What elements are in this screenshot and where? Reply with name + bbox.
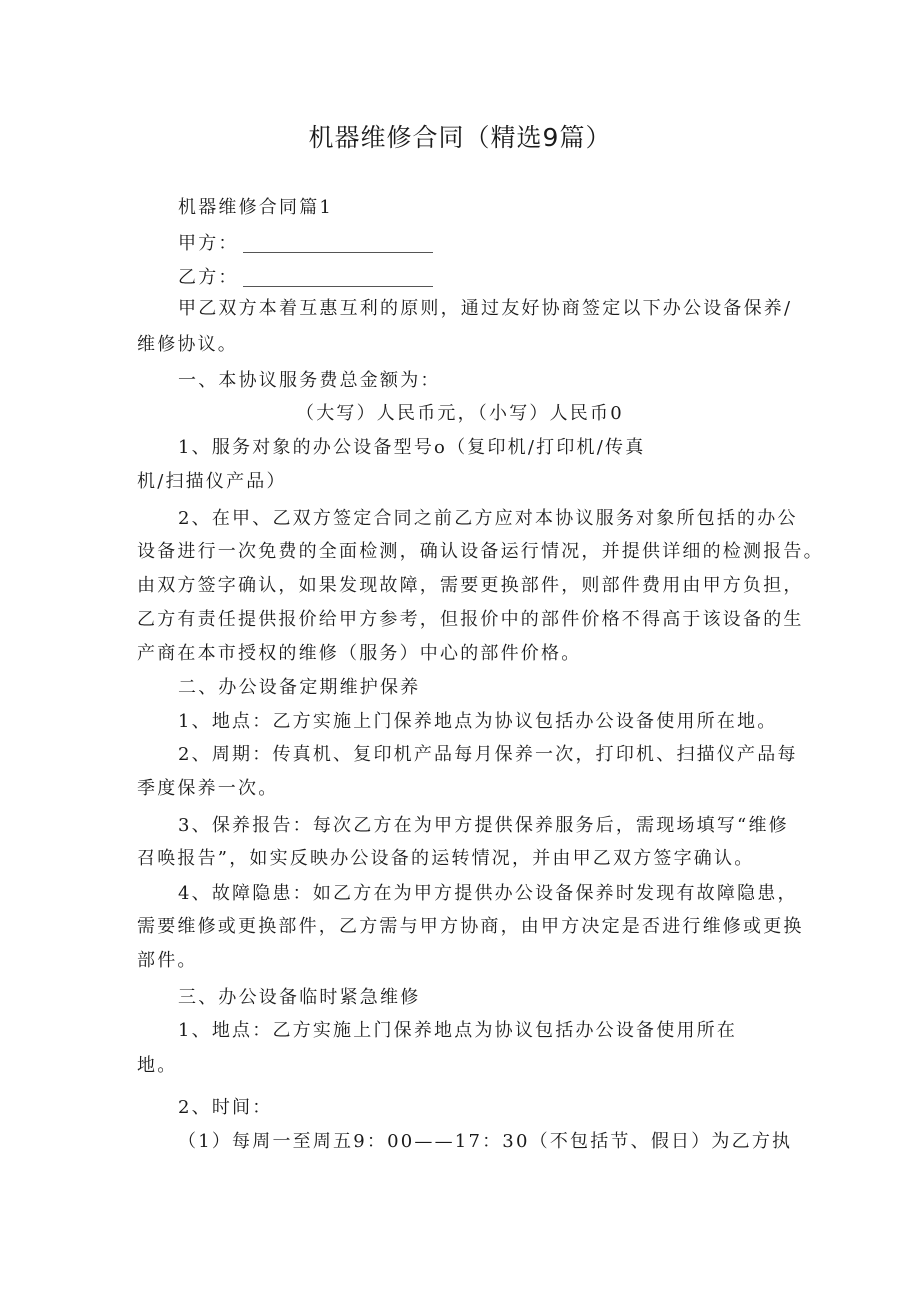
- paragraph-line: 召唤报告”，如实反映办公设备的运转情况，并由甲乙双方签字确认。: [137, 848, 755, 869]
- paragraph-line: 乙方有责任提供报价给甲方参考，但报价中的部件价格不得高于该设备的生: [137, 609, 804, 630]
- paragraph-line: 甲乙双方本着互惠互利的原则，通过友好协商签定以下办公设备保养/: [178, 298, 793, 319]
- party-a-label: 甲方：: [178, 233, 239, 254]
- paragraph-line: 由双方签字确认，如果发现故障，需要更换部件，则部件费用由甲方负担，: [137, 575, 804, 596]
- party-a-row: [178, 232, 433, 256]
- paragraph-line: 维修协议。: [137, 334, 238, 355]
- party-b-row: [178, 266, 433, 290]
- paragraph-line: 产商在本市授权的维修（服务）中心的部件价格。: [137, 643, 582, 664]
- paragraph-line: 机/扫描仪产品）: [137, 471, 287, 492]
- party-a-blank-line: [243, 236, 433, 253]
- paragraph-line: 地。: [137, 1055, 178, 1076]
- section-title: 一、本协议服务费总金额为：: [178, 370, 441, 391]
- party-b-label: 乙方：: [178, 267, 239, 288]
- party-b-blank-line: [243, 270, 433, 287]
- paragraph-line: 2、在甲、乙双方签定合同之前乙方应对本协议服务对象所包括的办公: [178, 508, 798, 529]
- paragraph-line: 设备进行一次免费的全面检测，确认设备运行情况，并提供详细的检测报告。: [137, 541, 824, 562]
- paragraph-line: 季度保养一次。: [137, 778, 279, 799]
- paragraph-line: 4、故障隐患：如乙方在为甲方提供办公设备保养时发现有故障隐患，: [178, 883, 798, 904]
- section-title: 二、办公设备定期维护保养: [178, 677, 421, 698]
- paragraph-line: 1、服务对象的办公设备型号o（复印机/打印机/传真: [178, 437, 646, 458]
- document-title: 机器维修合同（精选9篇）: [308, 123, 612, 152]
- paragraph-line: 1、地点：乙方实施上门保养地点为协议包括办公设备使用所在: [178, 1020, 738, 1041]
- paragraph-line: 1、地点：乙方实施上门保养地点为协议包括办公设备使用所在地。: [178, 711, 778, 732]
- paragraph-line: 2、周期：传真机、复印机产品每月保养一次，打印机、扫描仪产品每: [178, 744, 798, 765]
- paragraph-line: （1）每周一至周五9：00——17：30（不包括节、假日）为乙方执: [178, 1131, 793, 1152]
- section-title: 三、办公设备临时紧急维修: [178, 987, 421, 1008]
- paragraph-line: 部件。: [137, 950, 198, 971]
- amount-line: （大写）人民币元，（小写）人民币0: [296, 403, 624, 424]
- section-heading: 机器维修合同篇1: [178, 197, 334, 218]
- paragraph-line: 2、时间：: [178, 1097, 273, 1118]
- paragraph-line: 3、保养报告：每次乙方在为甲方提供保养服务后，需现场填写“维修: [178, 815, 789, 836]
- paragraph-line: 需要维修或更换部件，乙方需与甲方协商，由甲方决定是否进行维修或更换: [137, 916, 804, 937]
